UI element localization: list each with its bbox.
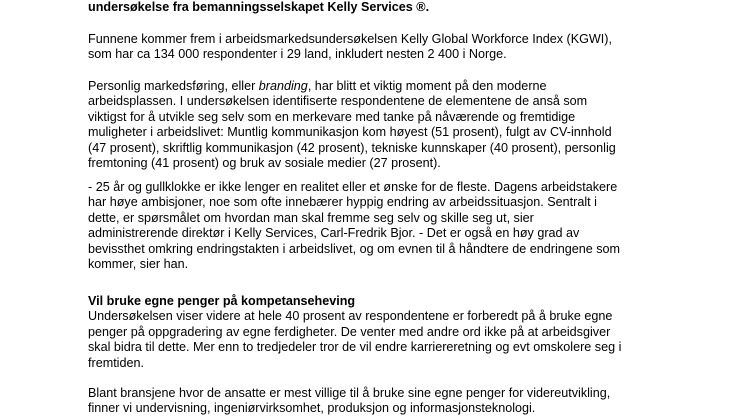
text-line: Undersøkelsen viser videre at hele 40 prosent av respondentene er forberedt på å bruke egne bbox=[88, 309, 613, 324]
paragraph-quote bbox=[88, 180, 620, 272]
intro-heading-tail: undersøkelse fra bemanningsselskapet Kelly Services ®. bbox=[88, 0, 430, 14]
paragraph-kgwi bbox=[88, 32, 612, 63]
text-line: finner vi undervisning, ingeniørvirksomhet, produksjon og informasjonsteknologi. bbox=[88, 401, 536, 416]
text-line: viktigst for å utvikle seg selv som en merkevare med tanke på nåværende og fremtidige bbox=[88, 109, 576, 124]
text-line: fremtiden. bbox=[88, 355, 144, 370]
text-line: har høye ambisjoner, noe som ofte innebærer hyppig endring av arbeidssituasjon. Sentralt i bbox=[88, 195, 597, 210]
text-line: arbeidsplassen. I undersøkelsen identifiserte respondentene de elementene de anså som bbox=[88, 94, 588, 109]
paragraph-branding bbox=[88, 79, 616, 171]
text-line: penger på oppgradering av egne ferdigheter. De venter med andre ord ikke på at arbeidsgiver bbox=[88, 324, 611, 339]
text-line: Blant bransjene hvor de ansatte er mest villige til å bruke sine egne penger for videreutvikling, bbox=[88, 386, 611, 400]
text-line: kommer, sier han. bbox=[88, 256, 189, 271]
text-line bbox=[88, 79, 616, 94]
text-line: dette, er spørsmålet om hvordan man skal fremme seg selv og skille seg ut, sier bbox=[88, 210, 534, 225]
text-line: som har ca 134 000 respondenter i 29 land, inkludert nesten 2 400 i Norge. bbox=[88, 47, 507, 62]
text-line: bevissthet omkring endringstakten i arbeidslivet, og om evnen til å håndtere de endringene som bbox=[88, 241, 621, 256]
paragraph-competence bbox=[88, 294, 621, 371]
text-run: , har blitt et viktig moment på den moderne bbox=[307, 79, 547, 93]
text-line: skal bidra til dette. Mer enn to tredjedeler tror de vil endre karriereretning og evt omskolere seg i bbox=[88, 340, 622, 355]
text-line: fremtoning (41 prosent) og bruk av sosiale medier (27 prosent). bbox=[88, 155, 441, 170]
paragraph-industries bbox=[88, 386, 610, 417]
text-line: administrerende direktør i Kelly Services, Carl-Fredrik Bjor. - Det er også en høy grad av bbox=[88, 226, 580, 241]
emphasis-branding: branding bbox=[258, 79, 308, 93]
section-heading: Vil bruke egne penger på kompetanseheving bbox=[88, 294, 356, 308]
text-line: (47 prosent), skriftlig kommunikasjon (42 prosent), tekniske kunnskaper (40 prosent), personlig bbox=[88, 140, 616, 155]
text-line: Funnene kommer frem i arbeidsmarkedsundersøkelsen Kelly Global Workforce Index (KGWI), bbox=[88, 32, 612, 46]
text-line: - 25 år og gullklokke er ikke lenger en realitet eller et ønske for de fleste. Dagens arbeidstakere bbox=[88, 180, 618, 194]
text-line: muligheter i arbeidslivet: Muntlig kommunikasjon kom høyest (51 prosent), fulgt av CV-innhold bbox=[88, 125, 612, 140]
text-run: Personlig markedsføring, eller bbox=[88, 79, 259, 93]
